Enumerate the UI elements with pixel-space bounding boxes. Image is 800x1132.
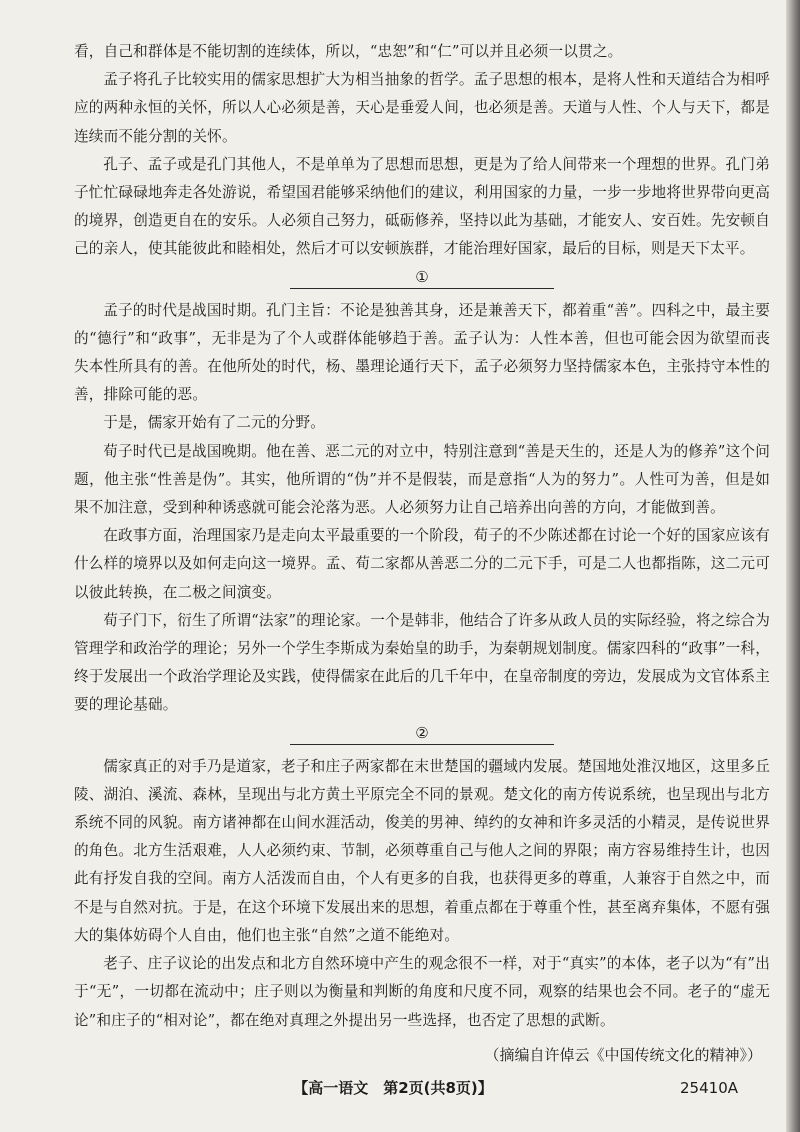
blank-line-2	[290, 744, 554, 745]
section-divider-2	[74, 722, 770, 752]
article-body	[74, 38, 770, 1069]
section-number-1: ①	[415, 267, 429, 286]
section-number-2: ②	[415, 723, 429, 742]
text-block-part1	[74, 38, 770, 264]
paragraph: 孟子的时代是战国时期。孔门主旨：不论是独善其身，还是兼善天下，都着重“善”。四科之中，最主要的“德行”和“政事”，无非是为了个人或群体能够趋于善。孟子认为：人性本善，但也可能会因为欲望而丧失本性所具有的善。在他所处的时代，杨、墨理论通行天下，孟子必须努力坚持儒家本色，主张持守本性的善，排除可能的恶。	[74, 301, 770, 404]
paragraph: 看，自己和群体是不能切割的连续体，所以，“忠恕”和“仁”可以并且必须一以贯之。	[74, 43, 623, 60]
footer-exam-code: 25410A	[680, 1079, 738, 1097]
blank-line-1	[290, 288, 554, 289]
section-divider-1	[74, 266, 770, 296]
paragraph: 老子、庄子议论的出发点和北方自然环境中产生的观念很不一样，对于“真实”的本体，老子以为“有”出于“无”，一切都在流动中；庄子则以为衡量和判断的角度和尺度不同，观察的结果也会不同。老子的“虚无论”和庄子的“相对论”，都在绝对真理之外提出另一些选择，也否定了思想的武断。	[74, 955, 770, 1029]
paragraph: 孔子、孟子或是孔门其他人，不是单单为了思想而思想，更是为了给人间带来一个理想的世界。孔门弟子忙忙碌碌地奔走各处游说，希望国君能够采纳他们的建议，利用国家的力量，一步一步地将世界带向更高的境界，创造更自在的安乐。人必须自己努力，砥砺修养，坚持以此为基础，才能安人、安百姓。先安顿自己的亲人，使其能彼此和睦相处，然后才可以安顿族群，才能治理好国家，最后的目标，则是天下太平。	[74, 155, 770, 258]
paragraph: 在政事方面，治理国家乃是走向太平最重要的一个阶段，荀子的不少陈述都在讨论一个好的国家应该有什么样的境界以及如何走向这一境界。孟、荀二家都从善恶二分的二元下手，可是二人也都指陈，这二元可以彼此转换，在二极之间演变。	[74, 527, 770, 601]
paragraph: 荀子时代已是战国晚期。他在善、恶二元的对立中，特别注意到“善是天生的，还是人为的修养”这个问题，他主张“性善是伪”。其实，他所谓的“伪”并不是假装，而是意指“人为的努力”。人性可为善，但是如果不加注意，受到种种诱惑就可能会沦落为恶。人必须努力让自己培养出向善的方向，才能做到善。	[74, 442, 770, 517]
paragraph: 荀子门下，衍生了所谓“法家”的理论家。一个是韩非，他结合了许多从政人员的实际经验，将之综合为管理学和政治学的理论；另外一个学生李斯成为秦始皇的助手，为秦朝规划制度。儒家四科的“政事”一科，终于发展出一个政治学理论及实践，使得儒家在此后的几千年中，在皇帝制度的旁边，发展成为文官体系主要的理论基础。	[74, 611, 770, 714]
paragraph: 于是，儒家开始有了二元的分野。	[103, 414, 326, 432]
paragraph: 儒家真正的对手乃是道家，老子和庄子两家都在末世楚国的疆域内发展。楚国地处淮汉地区，这里多丘陵、湖泊、溪流、森林，呈现出与北方黄土平原完全不同的景观。楚文化的南方传说系统，也呈现出与北方系统不同的风貌。南方诸神都在山间水涯活动，俊美的男神、绰约的女神和许多灵活的小精灵，是传说世界的角色。北方生活艰难，人人必须约束、节制，必须尊重自己与他人之间的界限；南方容易维持生计，也因此有抒发自我的空间。南方人活泼而自由，个人有更多的自我，也获得更多的尊重，人兼容于自然之中，而不是与自然对抗。于是，在这个环境下发展出来的思想，着重点都在于尊重个性，甚至离弃集体，不愿有强大的集体妨碍个人自由，他们也主张“自然”之道不能绝对。	[74, 757, 770, 944]
page-footer	[0, 1076, 786, 1100]
footer-page-info: 【高一语文 第2页(共8页)】	[293, 1079, 493, 1097]
text-block-part3	[74, 753, 770, 1035]
text-block-part2	[74, 297, 770, 720]
page-edge-shadow	[786, 0, 800, 1132]
paragraph: 孟子将孔子比较实用的儒家思想扩大为相当抽象的哲学。孟子思想的根本，是将人性和天道结合为相呼应的两种永恒的关怀，所以人心必须是善，天心是垂爱人间，也必须是善。天道与人性、个人与天下，都是连续而不能分割的关怀。	[74, 71, 770, 145]
source-note: （摘编自许倬云《中国传统文化的精神》）	[484, 1045, 762, 1064]
